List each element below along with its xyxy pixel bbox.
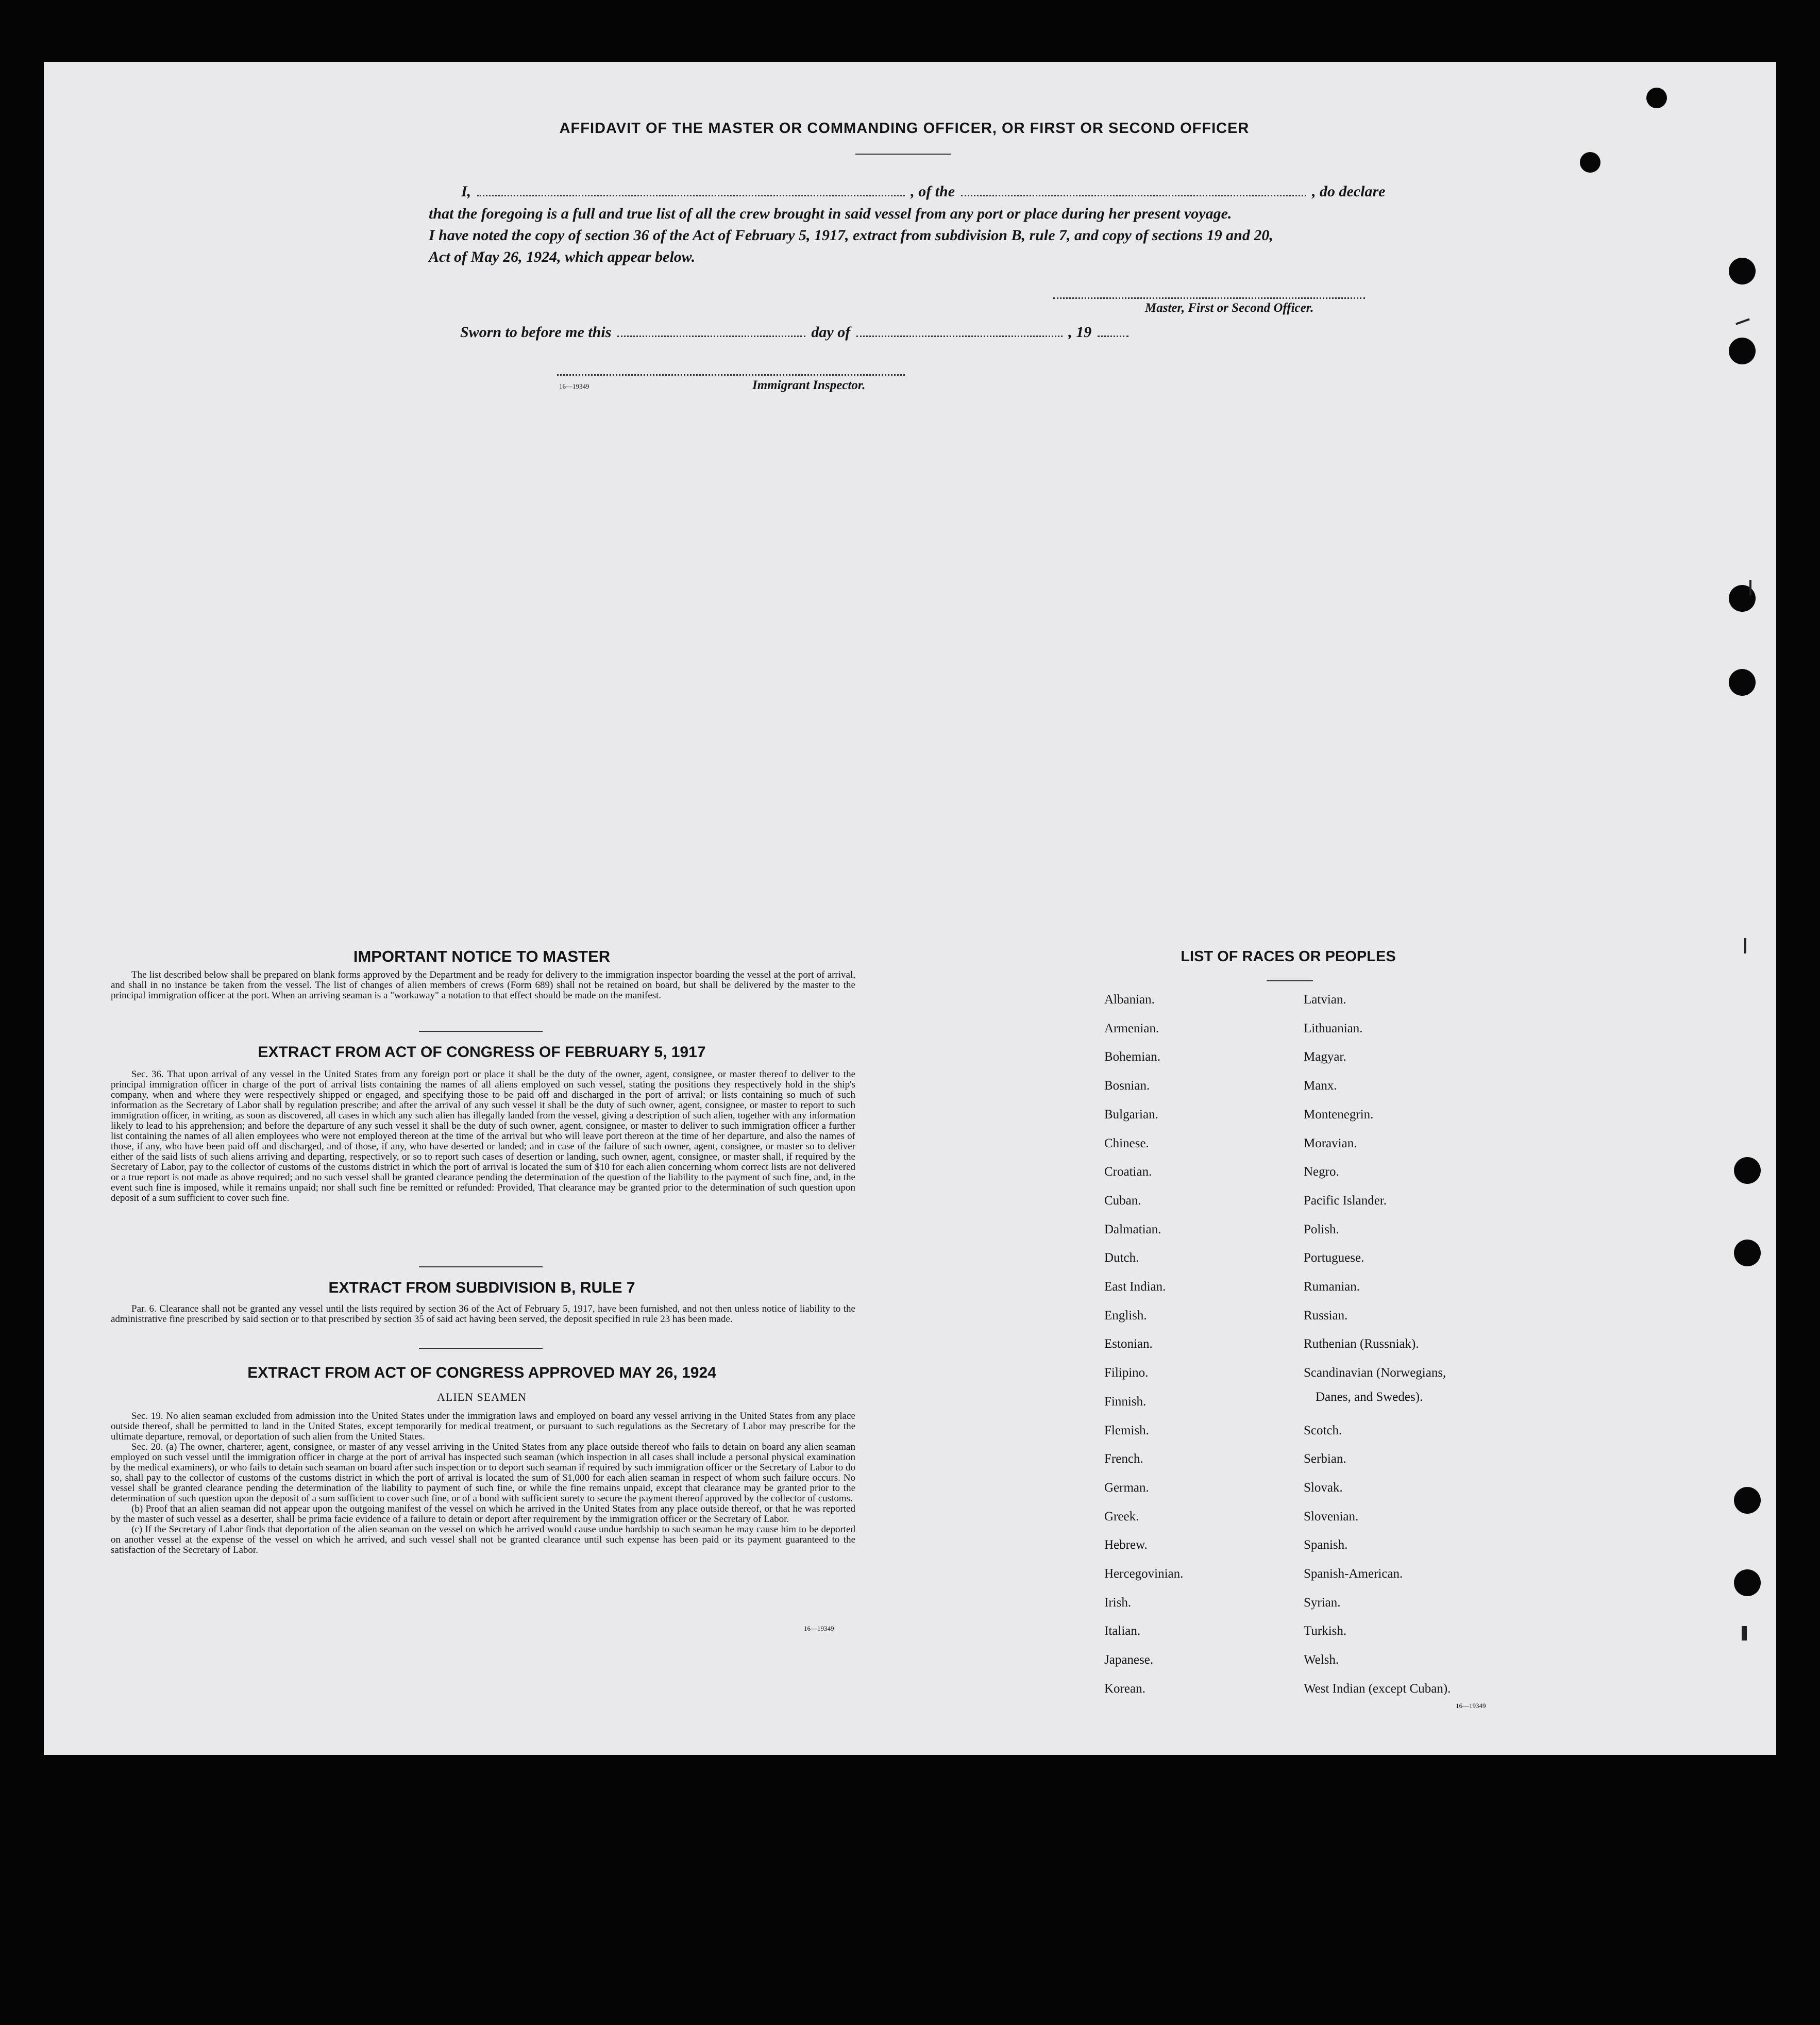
race-item: Rumanian. (1304, 1280, 1360, 1294)
master-signature-field[interactable] (1053, 297, 1365, 299)
declaration-line-4: Act of May 26, 1924, which appear below. (429, 248, 696, 265)
race-item: West Indian (except Cuban). (1304, 1682, 1451, 1696)
race-item: Armenian. (1104, 1022, 1159, 1035)
declaration-line-1 (461, 183, 1385, 200)
race-item: Polish. (1304, 1223, 1339, 1236)
race-item: Scotch. (1304, 1424, 1342, 1437)
sec20a-paragraph: Sec. 20. (a) The owner, charterer, agent, consignee, or master of any vessel arriving in the United States from any place outside thereof who fails to detain on board any alien seaman employed on such vessel until the immigration officer in charge at the port of arrival has inspected such seaman (which inspection in all cases shall include a personal physical examination by the medical examiners), or who fails to detain such seaman on board after such inspection or to deport such seaman if required by such immigration officer or the Secretary of Labor to do so, shall pay to the collector of customs of the customs district in which the port of arrival is located the sum of $1,000 for each alien seaman in respect of whom such failure occurs. No vessel shall be granted clearance pending the determination of the liability to payment of such fine, or while the fine remains unpaid, except that clearance may be granted prior to the determination of such question upon the deposit of a sum sufficient to cover such fine, or of a bond with sufficient surety to secure the payment thereof approved by the collector of customs. (111, 1442, 855, 1504)
vessel-field[interactable] (961, 195, 1306, 196)
extract-rule7-text (111, 1304, 855, 1325)
races-form-number: 16—19349 (1456, 1702, 1486, 1710)
year-label: , 19 (1068, 324, 1092, 341)
i-label: I, (461, 183, 471, 200)
race-item: Finnish. (1104, 1395, 1147, 1409)
race-item: Chinese. (1104, 1136, 1149, 1150)
race-item: Magyar. (1304, 1050, 1346, 1064)
declaration-line-2: that the foregoing is a full and true list of all the crew brought in said vessel from any port or place during her present voyage. (429, 205, 1232, 222)
race-item: Filipino. (1104, 1366, 1149, 1380)
race-item: Manx. (1304, 1079, 1337, 1093)
sworn-day-field[interactable] (617, 336, 805, 337)
notice-title: IMPORTANT NOTICE TO MASTER (353, 947, 611, 965)
races-title: LIST OF RACES OR PEOPLES (1181, 948, 1396, 965)
race-item: Russian. (1304, 1309, 1348, 1323)
punch-hole (1729, 585, 1756, 612)
notice-text (111, 970, 855, 1001)
race-item: Scandinavian (Norwegians, (1304, 1366, 1446, 1380)
section-divider (419, 1348, 543, 1349)
race-item: Serbian. (1304, 1452, 1346, 1466)
race-item: Negro. (1304, 1165, 1339, 1179)
race-item: Spanish. (1304, 1538, 1348, 1552)
race-item: Croatian. (1104, 1165, 1152, 1179)
sec36-paragraph: Sec. 36. That upon arrival of any vessel in the United States from any foreign port or place it shall be the duty of the owner, agent, consignee, or master thereof to deliver to the principal immigration officer in charge of the port of arrival lists containing the names of all aliens employed on such vessel, stating the positions they respectively hold in the ship's company, when and where they were respectively shipped or engaged, and specifying those to be paid off and discharged in the port of arrival; or lists containing so much of such information as the Secretary of Labor shall by regulation prescribe; and after the arrival of any such vessel it shall be the duty of such owner, agent, consignee, or master to report to such immigration officer, in writing, as soon as discovered, all cases in which any such alien has illegally landed from the vessel, giving a description of such alien, together with any information likely to lead to his apprehension; and before the departure of any such vessel it shall be the duty of such owner, agent, consignee, or master to deliver to such immigration officer a further list containing the names of all alien employees who were not employed thereon at the time of the arrival but who will leave port thereon at the time of her departure, and also the names of those, if any, who have been paid off and discharged, and of those, if any, who have deserted or landed; and in case of the failure of such owner, agent, consignee, or master so to deliver either of the said lists of such aliens arriving and departing, respectively, or so to report such cases of desertion or landing, such owner, agent, consignee, or master shall, if required by the Secretary of Labor, pay to the collector of customs of the customs district in which the port of arrival is located the sum of $10 for each alien concerning whom correct lists are not delivered or a true report is not made as above required; and no such vessel shall be granted clearance pending the determination of the question of the liability to the payment of such fine, and, in the event such fine is imposed, while it remains unpaid; nor shall such fine be remitted or refunded: Provided, That clearance may be granted prior to the determination of such question upon deposit of a sum sufficient to cover such fine. (111, 1069, 855, 1203)
race-item: Hercegovinian. (1104, 1567, 1184, 1581)
race-item: Japanese. (1104, 1653, 1154, 1667)
race-item: French. (1104, 1452, 1143, 1466)
punch-hole (1734, 1157, 1761, 1184)
race-item: Irish. (1104, 1596, 1132, 1610)
race-item: Bohemian. (1104, 1050, 1161, 1064)
race-item: Moravian. (1304, 1136, 1357, 1150)
race-item: Flemish. (1104, 1424, 1149, 1437)
of-the-label: , of the (911, 183, 955, 200)
name-field[interactable] (477, 195, 905, 196)
sworn-month-field[interactable] (856, 336, 1063, 337)
scan-mark (1744, 938, 1746, 953)
affidavit-form-number: 16—19349 (559, 382, 589, 390)
race-item: English. (1104, 1309, 1147, 1323)
sworn-line (460, 324, 1131, 341)
sec20c-paragraph: (c) If the Secretary of Labor finds that deportation of the alien seaman on the vessel on which he arrived would cause undue hardship to such seaman he may cause him to be deported on another vessel at the expense of the vessel on which he arrived, and such vessel shall not be granted clearance until such expense has been paid or its payment guaranteed to the satisfaction of the Secretary of Labor. (111, 1524, 855, 1555)
punch-hole (1729, 338, 1756, 364)
extract-1924-text (111, 1411, 855, 1555)
race-item: Lithuanian. (1304, 1022, 1363, 1035)
do-declare-label: , do declare (1312, 183, 1386, 200)
race-item: Greek. (1104, 1510, 1139, 1524)
punch-hole (1734, 1569, 1761, 1596)
scan-mark (1742, 1626, 1747, 1641)
race-item: East Indian. (1104, 1280, 1166, 1294)
section-divider (419, 1031, 543, 1032)
extract-1917-title: EXTRACT FROM ACT OF CONGRESS OF FEBRUARY 5, 1917 (258, 1044, 706, 1061)
race-item: Italian. (1104, 1624, 1141, 1638)
extract-1924-title: EXTRACT FROM ACT OF CONGRESS APPROVED MAY 26, 1924 (247, 1364, 716, 1381)
race-item: Latvian. (1304, 993, 1346, 1007)
sec20b-paragraph: (b) Proof that an alien seaman did not appear upon the outgoing manifest of the vessel on which he arrived in the United States from any place outside thereof, or that he was reported by the master of such vessel as a deserter, shall be prima facie evidence of a failure to detain or deport after requirement by the immigration officer or the Secretary of Labor. (111, 1503, 855, 1525)
race-item: Cuban. (1104, 1194, 1141, 1208)
punch-hole (1729, 258, 1756, 284)
race-item: Dutch. (1104, 1251, 1139, 1265)
race-item: Korean. (1104, 1682, 1145, 1696)
affidavit-title: AFFIDAVIT OF THE MASTER OR COMMANDING OFFICER, OR FIRST OR SECOND OFFICER (559, 120, 1250, 137)
race-item: Welsh. (1304, 1653, 1339, 1667)
extract-rule7-title: EXTRACT FROM SUBDIVISION B, RULE 7 (328, 1279, 635, 1296)
punch-hole (1729, 669, 1756, 696)
declaration-line-3: I have noted the copy of section 36 of the Act of February 5, 1917, extract from subdivision B, rule 7, and copy of sections 19 and 20, (429, 227, 1273, 244)
race-item: Slovak. (1304, 1481, 1343, 1495)
extract-1917-text (111, 1069, 855, 1203)
race-item-scandinavian-cont: Danes, and Swedes). (1316, 1390, 1423, 1404)
punch-hole (1580, 152, 1600, 173)
race-item: Spanish-American. (1304, 1567, 1403, 1581)
race-item: Hebrew. (1104, 1538, 1148, 1552)
race-item: Slovenian. (1304, 1510, 1359, 1524)
inspector-signature-field[interactable] (557, 374, 905, 376)
master-signature-label: Master, First or Second Officer. (1145, 301, 1314, 315)
section-divider (419, 1266, 543, 1267)
race-item: Bulgarian. (1104, 1108, 1158, 1122)
sworn-year-field[interactable] (1098, 336, 1128, 337)
title-underline (855, 154, 951, 155)
race-item: Dalmatian. (1104, 1223, 1161, 1236)
race-item: Portuguese. (1304, 1251, 1364, 1265)
inspector-label: Immigrant Inspector. (752, 378, 866, 392)
sworn-label: Sworn to before me this (460, 324, 612, 341)
punch-hole (1734, 1487, 1761, 1514)
punch-hole (1646, 88, 1667, 108)
race-item: German. (1104, 1481, 1149, 1495)
race-item: Turkish. (1304, 1624, 1347, 1638)
extract-form-number: 16—19349 (804, 1625, 834, 1632)
race-item: Estonian. (1104, 1337, 1153, 1351)
race-item: Montenegrin. (1304, 1108, 1374, 1122)
race-item: Ruthenian (Russniak). (1304, 1337, 1419, 1351)
day-of-label: day of (811, 324, 851, 341)
punch-hole (1734, 1240, 1761, 1266)
race-item: Syrian. (1304, 1596, 1341, 1610)
races-title-underline (1267, 980, 1313, 981)
par6-paragraph: Par. 6. Clearance shall not be granted any vessel until the lists required by section 36 of the Act of February 5, 1917, have been furnished, and not then unless notice of liability to the administrative fine prescribed by said section or to that prescribed by section 35 of said act having been served, the deposit specified in rule 23 has been made. (111, 1303, 855, 1325)
race-item: Albanian. (1104, 993, 1155, 1007)
scan-mark (1749, 580, 1751, 595)
notice-paragraph: The list described below shall be prepared on blank forms approved by the Department and be ready for delivery to the immigration inspector boarding the vessel at the port of arrival, and shall in no instance be taken from the vessel. The list of changes of alien members of crews (Form 689) shall not be retained on board, but shall be delivered by the master to the principal immigration officer at the port. When an arriving seaman is a "workaway" a notation to that effect should be made on the manifest. (111, 969, 855, 1001)
alien-seamen-subtitle: ALIEN SEAMEN (437, 1391, 527, 1403)
race-item: Pacific Islander. (1304, 1194, 1387, 1208)
race-item: Bosnian. (1104, 1079, 1150, 1093)
sec19-paragraph: Sec. 19. No alien seaman excluded from admission into the United States under the immigration laws and employed on board any vessel arriving in the United States from any place outside thereof, shall be permitted to land in the United States, except temporarily for medical treatment, or pursuant to such regulations as the Secretary of Labor may prescribe for the ultimate departure, removal, or deportation of such alien from the United States. (111, 1411, 855, 1442)
